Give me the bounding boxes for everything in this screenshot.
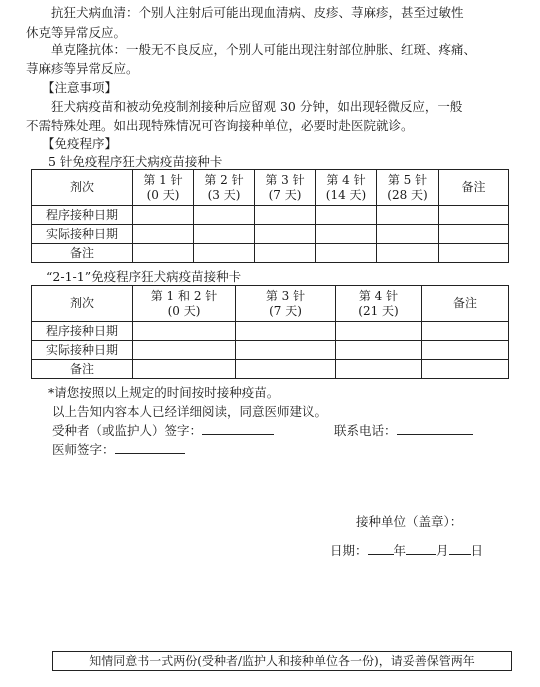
- dose-5-day: (28 天): [387, 187, 428, 202]
- precautions-heading: 【注意事项】: [42, 80, 118, 95]
- cell-entry[interactable]: [194, 225, 255, 244]
- cell-entry[interactable]: [194, 206, 255, 225]
- dose-2-header: [194, 170, 255, 206]
- cell-entry[interactable]: [422, 341, 509, 360]
- cell-entry[interactable]: [133, 244, 194, 263]
- footer-notice: 知情同意书一式两份(受种者/监护人和接种单位各一份)，请妥善保管两年: [52, 651, 512, 671]
- cell-entry[interactable]: [422, 360, 509, 379]
- schedule-note: *请您按照以上规定的时间按时接种疫苗。: [48, 385, 280, 400]
- row-label-remark: 备注: [32, 244, 133, 263]
- dose-5-name: 第 5 针: [387, 172, 428, 187]
- dose-4-header: [316, 170, 377, 206]
- day-label: 日: [470, 543, 484, 558]
- remark-header: 备注: [422, 286, 509, 322]
- cell-entry[interactable]: [316, 244, 377, 263]
- dose-3-name: 第 3 针: [265, 172, 305, 187]
- recipient-signature-row: [52, 421, 274, 440]
- doctor-signature-row: [52, 440, 185, 459]
- dose-2-name: 第 2 针: [204, 172, 244, 187]
- cell-entry[interactable]: [255, 225, 316, 244]
- dose-1-2-header: [133, 286, 236, 322]
- dose-1-day: (0 天): [146, 187, 180, 202]
- dose-2-day: (3 天): [207, 187, 241, 202]
- cell-entry[interactable]: [377, 206, 439, 225]
- cell-entry[interactable]: [439, 244, 509, 263]
- cell-entry[interactable]: [255, 244, 316, 263]
- dose-5-header: [377, 170, 439, 206]
- cell-entry[interactable]: [377, 244, 439, 263]
- cell-entry[interactable]: [133, 225, 194, 244]
- year-label: 年: [393, 543, 407, 558]
- rabies-serum-reaction-cont: 休克等异常反应。: [26, 25, 127, 40]
- dose-3-day: (7 天): [268, 187, 302, 202]
- cell-entry[interactable]: [336, 360, 422, 379]
- dose-4-name: 第 4 针: [326, 172, 366, 187]
- unit-stamp-label: 接种单位（盖章）：: [356, 514, 463, 529]
- cell-entry[interactable]: [133, 206, 194, 225]
- cell-entry[interactable]: [133, 341, 236, 360]
- recipient-signature-field[interactable]: [202, 434, 274, 435]
- doctor-signature-field[interactable]: [115, 453, 185, 454]
- date-year-field[interactable]: [368, 554, 394, 555]
- row-label-remark: 备注: [32, 360, 133, 379]
- monoclonal-reaction: 单克隆抗体：一般无不良反应，个别人可能出现注射部位肿胀、红斑、疼痛、: [51, 42, 477, 57]
- dose-1-name: 第 1 针: [143, 172, 183, 187]
- consent-statement: 以上告知内容本人已经详细阅读，同意医师建议。: [52, 404, 328, 419]
- dose-3-header: [236, 286, 336, 322]
- dose-3-day: (7 天): [269, 303, 302, 318]
- rabies-serum-reaction: 抗狂犬病血清：个别人注射后可能出现血清病、皮疹、荨麻疹，甚至过敏性: [51, 5, 464, 20]
- cell-entry[interactable]: [422, 322, 509, 341]
- phone-row: [334, 421, 473, 440]
- doctor-signature-label: 医师签字：: [52, 442, 115, 457]
- row-label-actual-date: 实际接种日期: [32, 341, 133, 360]
- cell-entry[interactable]: [336, 341, 422, 360]
- card-211-title: “2-1-1”免疫程序狂犬病疫苗接种卡: [46, 269, 242, 284]
- cell-entry[interactable]: [133, 322, 236, 341]
- dose-4-day: (21 天): [358, 303, 399, 318]
- dose-4-day: (14 天): [325, 187, 367, 202]
- cell-entry[interactable]: [377, 225, 439, 244]
- cell-entry[interactable]: [236, 360, 336, 379]
- recipient-signature-label: 受种者（或监护人）签字：: [52, 423, 203, 438]
- dose-header-label: 剂次: [32, 170, 133, 206]
- dose-4-header: [336, 286, 422, 322]
- dose-3-name: 第 3 针: [265, 288, 306, 303]
- vaccination-card-2-1-1: [31, 285, 509, 379]
- cell-entry[interactable]: [194, 244, 255, 263]
- remark-header: 备注: [439, 170, 509, 206]
- dose-1-header: [133, 170, 194, 206]
- monoclonal-reaction-cont: 荨麻疹等异常反应。: [26, 61, 139, 76]
- cell-entry[interactable]: [255, 206, 316, 225]
- dose-3-header: [255, 170, 316, 206]
- date-label: 日期：: [330, 543, 368, 558]
- cell-entry[interactable]: [133, 360, 236, 379]
- cell-entry[interactable]: [336, 322, 422, 341]
- date-month-field[interactable]: [406, 554, 436, 555]
- dose-header-label: 剂次: [32, 286, 133, 322]
- cell-entry[interactable]: [236, 341, 336, 360]
- dose-1-2-name: 第 1 和 2 针: [150, 288, 218, 303]
- vaccination-card-5-dose: [31, 169, 509, 263]
- dose-4-name: 第 4 针: [358, 288, 399, 303]
- phone-label: 联系电话：: [334, 423, 397, 438]
- cell-entry[interactable]: [316, 206, 377, 225]
- card-5-title: 5 针免疫程序狂犬病疫苗接种卡: [48, 154, 223, 169]
- month-label: 月: [436, 543, 449, 558]
- cell-entry[interactable]: [316, 225, 377, 244]
- row-label-actual-date: 实际接种日期: [32, 225, 133, 244]
- precautions-line-1: 狂犬病疫苗和被动免疫制剂接种后应留观 30 分钟，如出现轻微反应，一般: [51, 99, 463, 114]
- dose-1-2-day: (0 天): [167, 303, 201, 318]
- row-label-scheduled-date: 程序接种日期: [32, 206, 133, 225]
- cell-entry[interactable]: [439, 225, 509, 244]
- cell-entry[interactable]: [236, 322, 336, 341]
- date-day-field[interactable]: [449, 554, 471, 555]
- cell-entry[interactable]: [439, 206, 509, 225]
- row-label-scheduled-date: 程序接种日期: [32, 322, 133, 341]
- precautions-line-2: 不需特殊处理。如出现特殊情况可咨询接种单位，必要时赴医院就诊。: [26, 118, 414, 133]
- date-row: [330, 541, 483, 560]
- procedure-heading: 【免疫程序】: [42, 136, 118, 151]
- phone-field[interactable]: [397, 434, 473, 435]
